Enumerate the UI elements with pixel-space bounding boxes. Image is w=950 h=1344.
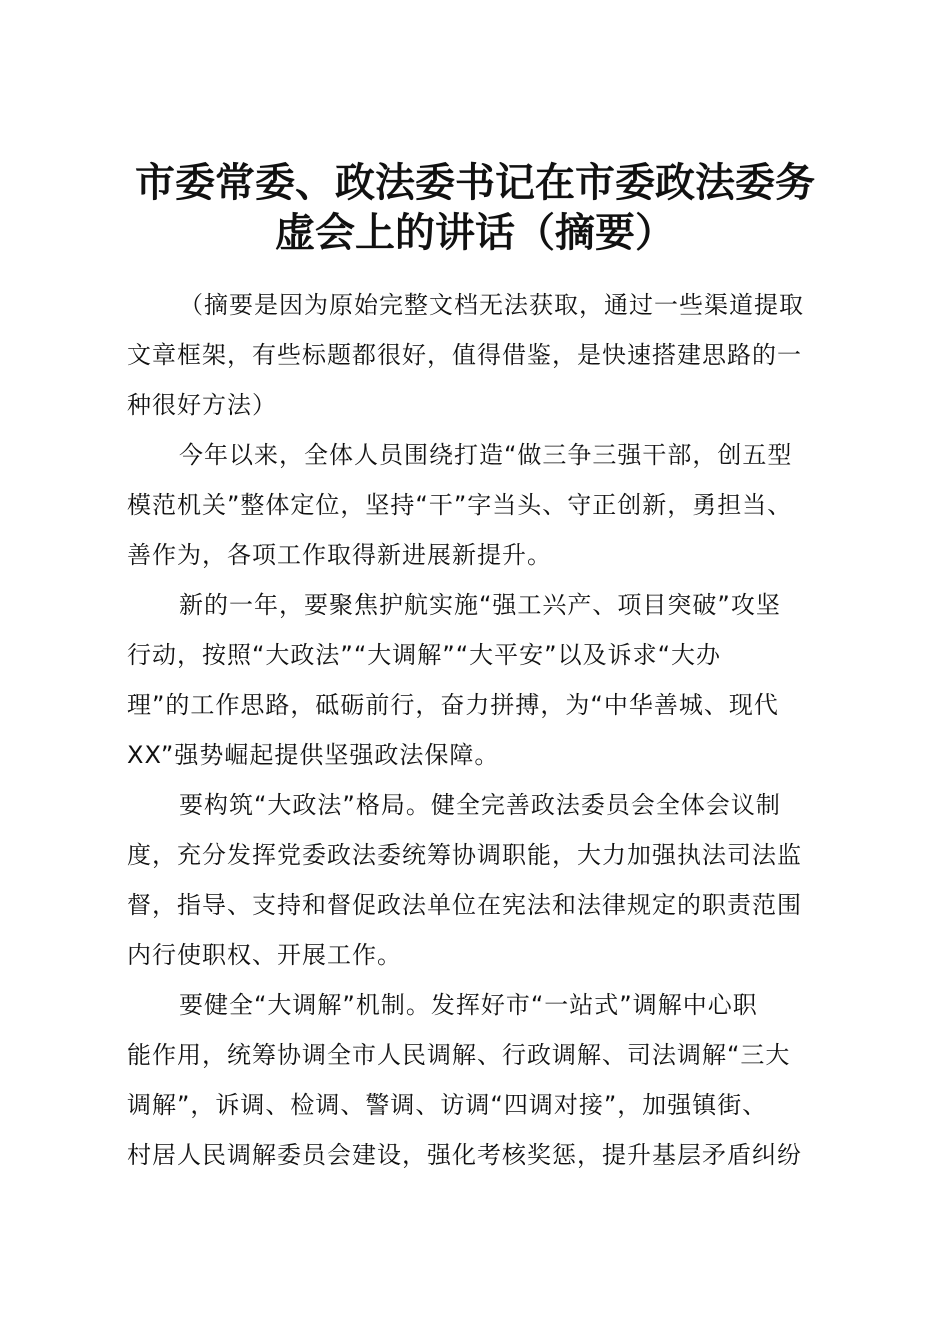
- text-line: 文章框架，有些标题都很好，值得借鉴，是快速搭建思路的一: [127, 341, 802, 369]
- abstract-note-paragraph: [127, 280, 837, 430]
- text-line: 要构筑“大政法”格局。健全完善政法委员会全体会议制: [179, 791, 781, 819]
- text-line: 理”的工作思路，砥砺前行，奋力拼搏，为“中华善城、现代: [127, 691, 779, 719]
- body-paragraph: [127, 980, 837, 1180]
- text-line: （摘要是因为原始完整文档无法获取，通过一些渠道提取: [179, 291, 804, 319]
- text-line: 能作用，统筹协调全市人民调解、行政调解、司法调解“三大: [127, 1041, 791, 1069]
- text-line: 督，指导、支持和督促政法单位在宪法和法律规定的职责范围: [127, 891, 802, 919]
- title-line-1: 市委常委、政法委书记在市委政法委务: [135, 159, 815, 206]
- text-line: 调解”，诉调、检调、警调、访调“四调对接”，加强镇街、: [127, 1091, 768, 1119]
- text-line: 村居人民调解委员会建设，强化考核奖惩，提升基层矛盾纠纷: [127, 1141, 802, 1169]
- title-line-2: 虚会上的讲话（摘要）: [275, 209, 675, 256]
- text-line: 行动，按照“大政法”“大调解”“大平安”以及诉求“大办: [127, 641, 722, 669]
- text-line: 新的一年，要聚焦护航实施“强工兴产、项目突破”攻坚: [179, 591, 781, 619]
- document-body: [127, 280, 837, 1180]
- body-paragraph: [127, 430, 837, 580]
- body-paragraph: [127, 580, 837, 780]
- text-line: 种很好方法）: [127, 391, 277, 419]
- text-line: 善作为，各项工作取得新进展新提升。: [127, 541, 552, 569]
- text-line: 今年以来，全体人员围绕打造“做三争三强干部，创五型: [179, 441, 793, 469]
- body-paragraph: [127, 780, 837, 980]
- text-line: 内行使职权、开展工作。: [127, 941, 402, 969]
- text-line: 度，充分发挥党委政法委统筹协调职能，大力加强执法司法监: [127, 841, 802, 869]
- text-line: 要健全“大调解”机制。发挥好市“一站式”调解中心职: [179, 991, 758, 1019]
- document-title: [100, 158, 850, 258]
- text-line: 模范机关”整体定位，坚持“干”字当头、守正创新，勇担当、: [127, 491, 793, 519]
- text-line: XX”强势崛起提供坚强政法保障。: [127, 741, 500, 769]
